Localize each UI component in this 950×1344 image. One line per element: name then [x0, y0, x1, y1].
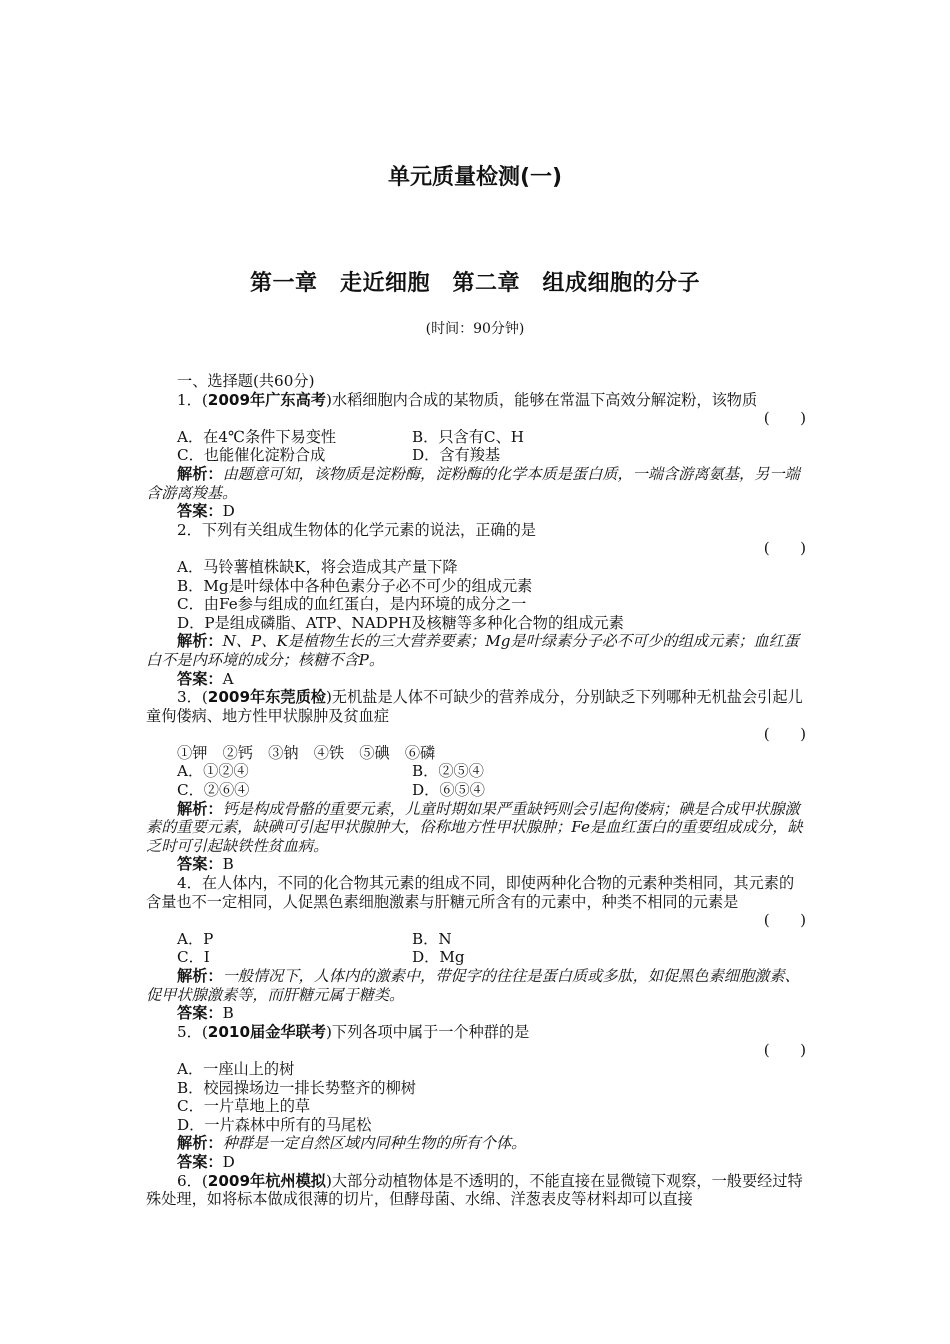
answer-line: 答案：B — [177, 1004, 234, 1023]
page-title: 单元质量检测(一) — [387, 165, 563, 190]
question-1-stem: 1．(2009年广东高考)水稻细胞内合成的某物质，能够在常温下高效分解淀粉，该物质 — [177, 390, 758, 409]
options-row — [146, 446, 808, 465]
answer-bracket: ( ) — [763, 409, 806, 428]
option-d: D．⑥⑤④ — [412, 781, 485, 800]
answer-line: 答案：A — [177, 669, 234, 688]
question-source: 2009年杭州模拟 — [207, 1171, 326, 1190]
options-row — [146, 930, 808, 949]
answer-bracket: ( ) — [763, 539, 806, 558]
answer-line: 答案：D — [177, 502, 235, 521]
explanation: 解析：一般情况下，人体内的激素中，带促字的往往是蛋白质或多肽，如促黑色素细胞激素、促甲状腺激素等，而肝糖元属于糖类。 — [146, 967, 800, 1004]
answer-bracket: ( ) — [763, 725, 806, 744]
option-c: C．②⑥④ — [177, 781, 250, 800]
question-body — [146, 372, 808, 1209]
option-a: A．在4℃条件下易变性 — [177, 427, 337, 446]
option-a: A．马铃薯植株缺K，将会造成其产量下降 — [177, 557, 458, 576]
option-b: B．②⑤④ — [412, 762, 484, 781]
question-5-stem: 5．(2010届金华联考)下列各项中属于一个种群的是 — [177, 1022, 530, 1041]
options-row — [146, 781, 808, 800]
answer-line: 答案：B — [177, 855, 234, 874]
question-source: 2010届金华联考 — [207, 1022, 326, 1041]
options-row — [146, 428, 808, 447]
option-a: A．P — [177, 929, 214, 948]
option-d: D．含有羧基 — [412, 446, 501, 465]
time-note: (时间：90分钟) — [425, 321, 525, 337]
option-a: A．①②④ — [177, 762, 249, 781]
section-heading: 一、选择题(共60分) — [177, 372, 315, 390]
option-d: D．P是组成磷脂、ATP、NADPH及核糖等多种化合物的组成元素 — [177, 613, 624, 632]
option-b: B．N — [412, 929, 452, 948]
option-c: C．一片草地上的草 — [177, 1097, 311, 1116]
question-6-stem: 6．(2009年杭州模拟)大部分动植物体是不透明的，不能直接在显微镜下观察，一般要经过特殊处理，如将标本做成很薄的切片，但酵母菌、水绵、洋葱表皮等材料却可以直接 — [146, 1171, 803, 1209]
option-b: B．校园操场边一排长势整齐的柳树 — [177, 1078, 416, 1097]
option-a: A．一座山上的树 — [177, 1059, 295, 1078]
answer-bracket: ( ) — [763, 911, 806, 930]
chapter-subtitle: 第一章 走近细胞 第二章 组成细胞的分子 — [249, 271, 700, 296]
explanation: 解析：N、P、K是植物生长的三大营养要素；Mg是叶绿素分子必不可少的组成元素；血红蛋白不是内环境的成分；核糖不含P。 — [146, 632, 800, 669]
explanation: 解析：种群是一定自然区域内同种生物的所有个体。 — [177, 1134, 527, 1153]
option-d: D．一片森林中所有的马尾松 — [177, 1115, 372, 1134]
option-c: C．I — [177, 948, 210, 967]
question-4-stem: 4．在人体内，不同的化合物其元素的组成不同，即使两种化合物的元素种类相同，其元素的含量也不一定相同，人促黑色素细胞激素与肝糖元所含有的元素中，种类不相同的元素是 — [146, 874, 795, 911]
question-2-stem: 2．下列有关组成生物体的化学元素的说法，正确的是 — [177, 520, 536, 539]
options-row — [146, 948, 808, 967]
option-d: D．Mg — [412, 948, 465, 967]
option-c: C．也能催化淀粉合成 — [177, 446, 326, 465]
option-b: B．只含有C、H — [412, 427, 524, 446]
explanation: 解析：由题意可知，该物质是淀粉酶，淀粉酶的化学本质是蛋白质，一端含游离氨基，另一端含游离羧基。 — [146, 464, 800, 502]
option-b: B．Mg是叶绿体中各种色素分子必不可少的组成元素 — [177, 576, 533, 595]
item-list: ①钾 ②钙 ③钠 ④铁 ⑤碘 ⑥磷 — [177, 743, 436, 762]
question-3-stem: 3．(2009年东莞质检)无机盐是人体不可缺少的营养成分，分别缺乏下列哪种无机盐会引起儿童佝偻病、地方性甲状腺肿及贫血症 — [146, 688, 803, 725]
option-c: C．由Fe参与组成的血红蛋白，是内环境的成分之一 — [177, 595, 527, 614]
options-row — [146, 762, 808, 781]
question-source: 2009年广东高考 — [207, 390, 326, 409]
question-source: 2009年东莞质检 — [207, 688, 326, 707]
explanation: 解析：钙是构成骨骼的重要元素，儿童时期如果严重缺钙则会引起佝偻病；碘是合成甲状腺激素的重要元素，缺碘可引起甲状腺肿大，俗称地方性甲状腺肿；Fe是血红蛋白的重要组成成分，缺乏时可引起缺铁性贫血病。 — [146, 799, 803, 855]
answer-line: 答案：D — [177, 1152, 235, 1171]
answer-bracket: ( ) — [763, 1041, 806, 1060]
